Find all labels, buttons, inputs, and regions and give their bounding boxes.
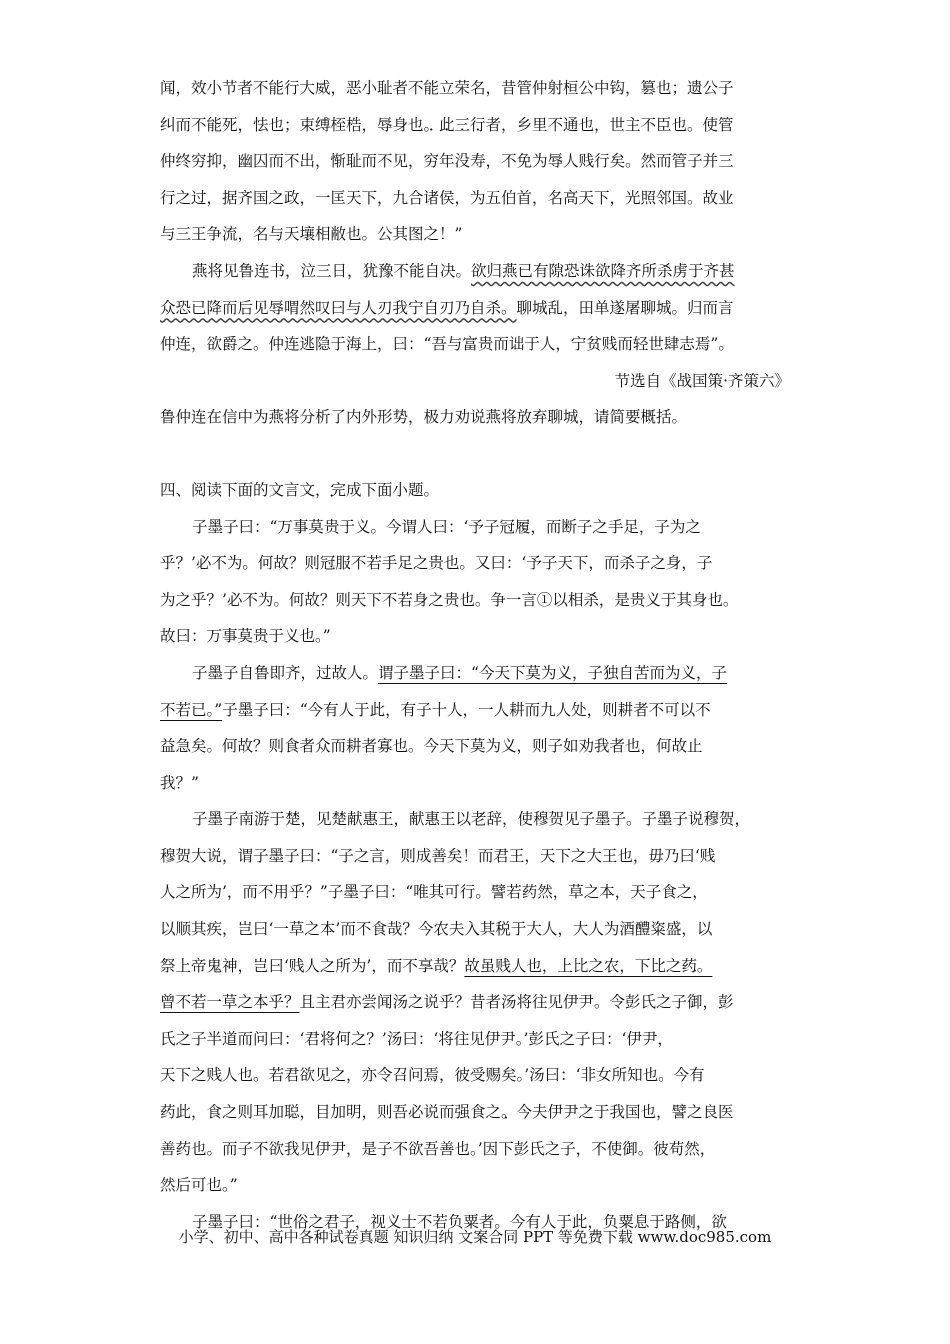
page-footer: 小学、初中、高中各种试卷真题 知识归纳 文案合同 PPT 等免费下载 www.doc985.com bbox=[178, 1228, 772, 1246]
text-line: 仲终穷抑，幽囚而不出，惭耻而不见，穷年没寿，不免为辱人贱行矣。然而管子并三 bbox=[160, 143, 790, 180]
text-line: 故曰：万事莫贵于义也。” bbox=[160, 627, 331, 646]
text-line: 善药也。而子不欲我见伊尹，是子不欲吾善也。’因下彭氏之子，不使御。彼苟然， bbox=[160, 1131, 790, 1168]
section-heading: 四、阅读下面的文言文，完成下面小题。 bbox=[160, 480, 440, 499]
emphasis-char: 穷 bbox=[423, 152, 440, 171]
text-line: 曾不若一草之本乎？且主君亦尝闻汤之说乎？昔者汤将往见伊尹。令彭氏之子御，彭 bbox=[160, 984, 790, 1021]
text-line: 仲连，欲爵之。仲连逃隐于海上，曰：“吾与富贵而诎于人，宁贫贱而轻世肆志焉”。 bbox=[160, 335, 734, 354]
emphasis-char: 御 bbox=[687, 993, 703, 1012]
text-line: 闻，效小节者不能行大威，恶小耻者不能立荣名，昔管仲射桓公中钩，篡也；遗公子 bbox=[160, 79, 734, 97]
spacer bbox=[160, 436, 790, 472]
text-line: 然后可也。” bbox=[160, 1176, 238, 1195]
question-text: 鲁仲连在信中为燕将分析了内外形势，极力劝说燕将放弃聊城，请简要概括。 bbox=[160, 408, 688, 427]
wavy-underlined-text: 欲归燕已有隙恐诛欲降齐所杀虏于齐甚 bbox=[471, 261, 735, 280]
emphasis-char: 贵 bbox=[323, 517, 340, 536]
document-body bbox=[160, 70, 790, 1240]
emphasis-char: 没 bbox=[454, 152, 471, 171]
text-line: 纠而不能死，怯也；束缚桎梏，辱身也。此三行者，乡里不通也，世主不臣也。使管 bbox=[160, 115, 734, 134]
underlined-text: 曾不若一草之本乎？ bbox=[160, 993, 300, 1012]
text-line: 以顺其疾，岂曰‘一草之本’而不食哉？今农夫入其税于大人，大人为酒醴粢盛，以 bbox=[160, 920, 713, 939]
text-line: 子墨子曰：“世俗之君子，视义士不若负粟者。今有人于此，负粟息于路侧，欲 bbox=[192, 1212, 727, 1231]
paragraph-mozi-1 bbox=[160, 509, 790, 655]
wavy-underlined-text: 众恐已降而后见辱喟然叹曰与人刃我宁自刃乃自杀。 bbox=[160, 298, 517, 317]
text-line: 子墨子南游于楚，见楚献惠王，献惠王以老辞，使穆贺见子墨子。子墨子说穆贺， bbox=[192, 810, 751, 829]
underlined-text: 不若已。” bbox=[160, 700, 223, 719]
text-line: 益急矣。何故？则食者众而耕者寡也。今天下莫为义，则子如劝我者也，何故止 bbox=[160, 737, 703, 756]
text-line: 天下之贱人也。若君欲见之，亦令召问焉，彼受赐矣。’汤曰：‘非女所知也。今有 bbox=[160, 1066, 705, 1085]
text-line: 众恐已降而后见辱喟然叹曰与人刃我宁自刃乃自杀。聊城乱，田单遂屠聊城。归而言 bbox=[160, 298, 734, 317]
text-line: 不若已。”子墨子曰：“今有人于此，有子十人，一人耕而九人处，则耕者不可以不 bbox=[160, 700, 711, 719]
text-line: 与三王争流，名与天壤相敝也。公其图之！” bbox=[160, 225, 463, 244]
text-line: 子墨子曰：“万事莫贵于义。今谓人曰：‘予子冠履，而断子之手足，子为之 bbox=[160, 509, 790, 546]
text-line: 子墨子自鲁即齐，过故人。谓子墨子曰：“今天下莫为义，子独自苦而为义，子 bbox=[192, 663, 727, 682]
text-line: 我？” bbox=[160, 773, 199, 792]
text-line: 乎？’必不为。何故？则冠服不若手足之贵也。又曰：‘予子天下，而杀子之身，子 bbox=[160, 554, 713, 573]
text-line: 穆贺大说，谓子墨子曰：“子之言，则成善矣！而君王，天下之大王也，毋乃曰‘贱 bbox=[160, 846, 716, 865]
paragraph-yan-general bbox=[160, 253, 790, 399]
paragraph-mozi-2 bbox=[160, 655, 790, 801]
underlined-text: 谓子墨子曰：“今天下莫为义，子独自苦而为义，子 bbox=[378, 663, 727, 682]
text-line: 为之乎？’必不为。何故？则天下不若身之贵也。争一言①以相杀，是贵义于其身也。 bbox=[160, 590, 739, 609]
emphasis-char: 寿 bbox=[470, 152, 486, 171]
emphasis-char: 年 bbox=[439, 152, 455, 171]
paragraph-letter-end bbox=[160, 70, 790, 253]
text-line: 行之过，据齐国之政，一匡天下，九合诸侯，为五伯首，名高天下，光照邻国。故业 bbox=[160, 188, 734, 207]
text-line: 燕将见鲁连书，泣三日，犹豫不能自决。欲归燕已有隙恐诛欲降齐所杀虏于齐甚 bbox=[192, 261, 735, 280]
underlined-text: 故虽贱人也，上比之农，下比之药。 bbox=[464, 956, 713, 975]
text-line: 氏之子半道而问曰：‘君将何之？’汤曰：‘将往见伊尹。’彭氏之子曰：‘伊尹， bbox=[160, 1029, 673, 1048]
source-citation: 节选自《战国策·齐策六》 bbox=[614, 371, 790, 390]
emphasis-char: 下 bbox=[498, 1139, 514, 1158]
text-line: 祭上帝鬼神，岂曰‘贱人之所为’，而不享哉？故虽贱人也，上比之农，下比之药。 bbox=[160, 956, 713, 975]
text-line: 药此，食之则耳加聪，目加明，则吾必说而强食之。今夫伊尹之于我国也，譬之良医 bbox=[160, 1103, 734, 1122]
paragraph-mozi-3 bbox=[160, 801, 790, 1204]
text-line: 人之所为’，而不用乎？”子墨子曰：“唯其可行。譬若药然，草之本，天子食之， bbox=[160, 883, 708, 902]
